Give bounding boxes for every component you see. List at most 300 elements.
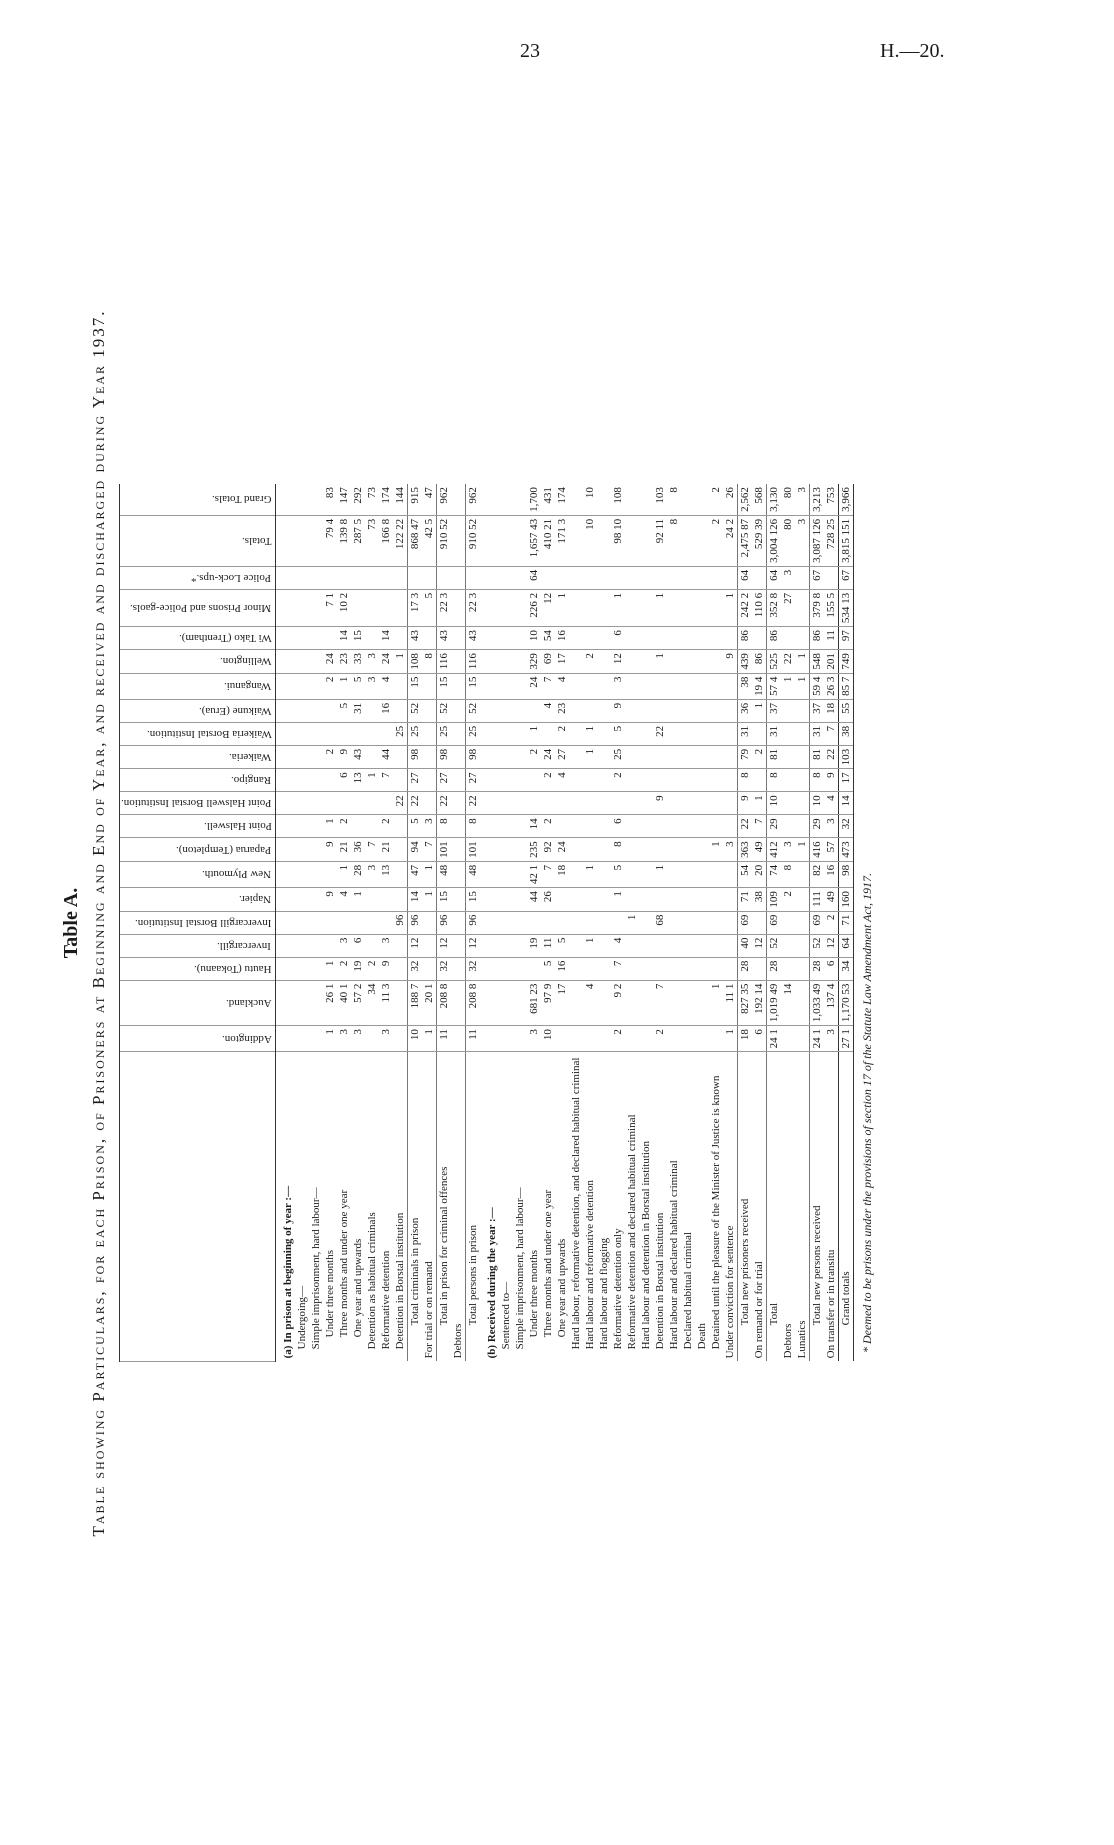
table-cell: [499, 861, 513, 887]
table-cell: 137 4: [824, 980, 839, 1026]
table-cell: [451, 484, 466, 515]
table-cell: 1: [709, 837, 723, 861]
table-cell: [295, 934, 309, 957]
table-cell: 915: [408, 484, 423, 515]
table-cell: 12: [466, 934, 481, 957]
column-header-label: Minor Prisons and Police-gaols.: [130, 601, 272, 614]
table-cell: 188 7: [408, 980, 423, 1026]
table-cell: 5: [351, 673, 365, 699]
table-cell: [625, 566, 639, 589]
table-cell: [309, 861, 323, 887]
table-cell: 42 5: [422, 515, 437, 566]
table-cell: [422, 699, 437, 722]
row-label: Debtors: [452, 1323, 465, 1358]
table-cell: 534 13: [839, 589, 854, 626]
table-cell: 108: [611, 484, 625, 515]
table-cell: [639, 673, 653, 699]
table-cell: 7: [365, 837, 379, 861]
row-label: Simple imprisonment, hard labour—: [514, 1186, 527, 1349]
table-body: [276, 484, 854, 1361]
table-cell: 1: [795, 673, 810, 699]
table-cell: 1: [653, 589, 667, 626]
table-cell: [295, 980, 309, 1026]
table-cell: [480, 515, 499, 566]
table-cell: 2: [541, 814, 555, 837]
footnote: * Deemed to be prisons under the provisions of section 17 of the Statute Law Amendment Act, 1917.: [860, 872, 875, 1353]
table-cell: 2: [365, 957, 379, 980]
table-cell: [667, 589, 681, 626]
table-cell: 3: [781, 837, 795, 861]
column-header: [120, 745, 276, 769]
table-cell: 36: [738, 699, 753, 722]
table-cell: [723, 722, 738, 745]
table-cell: 67: [839, 566, 854, 589]
table-cell: [639, 484, 653, 515]
table-cell: [276, 957, 296, 980]
table-cell: [597, 768, 611, 791]
table-cell: [309, 934, 323, 957]
table-cell: 71: [738, 887, 753, 911]
table-cell: [795, 1025, 810, 1051]
table-cell: 17 3: [408, 589, 423, 626]
table-cell: [499, 566, 513, 589]
table-row: [839, 484, 854, 1361]
table-cell: [723, 626, 738, 649]
table-cell: 1: [795, 649, 810, 673]
row-label: Reformative detention and declared habitual criminal: [626, 1113, 639, 1349]
table-cell: 379 8: [810, 589, 825, 626]
table-cell: 329: [527, 649, 541, 673]
column-header-label: Point Halswell.: [203, 819, 272, 832]
table-cell: [499, 649, 513, 673]
table-cell: 12: [611, 649, 625, 673]
table-cell: [393, 589, 408, 626]
table-cell: 98: [839, 861, 854, 887]
row-label: Reformative detention only: [612, 1227, 625, 1349]
column-header: [120, 837, 276, 861]
table-cell: [639, 911, 653, 934]
table-cell: 13: [379, 861, 393, 887]
table-cell: [451, 837, 466, 861]
table-cell: 144: [393, 484, 408, 515]
table-cell: [295, 566, 309, 589]
table-cell: 242 2: [738, 589, 753, 626]
table-cell: 473: [839, 837, 854, 861]
table-cell: [393, 699, 408, 722]
table-cell: [639, 837, 653, 861]
table-cell: [681, 768, 695, 791]
table-cell: 22: [408, 791, 423, 814]
table-cell: 59 4: [810, 673, 825, 699]
column-header-label: Point Halswell Borstal Institution.: [121, 796, 272, 809]
table-cell: [499, 722, 513, 745]
table-cell: 2: [555, 722, 569, 745]
table-cell: [639, 861, 653, 887]
table-cell: [555, 814, 569, 837]
table-cell: [667, 649, 681, 673]
table-cell: 1: [752, 791, 767, 814]
table-cell: [513, 957, 527, 980]
table-cell: [480, 957, 499, 980]
table-cell: [795, 589, 810, 626]
table-cell: [597, 649, 611, 673]
table-cell: [309, 911, 323, 934]
table-cell: 2: [337, 814, 351, 837]
table-cell: [723, 791, 738, 814]
table-cell: [583, 887, 597, 911]
table-cell: [709, 589, 723, 626]
column-header: [120, 934, 276, 957]
column-header: [120, 791, 276, 814]
table-cell: [393, 957, 408, 980]
table-cell: [597, 814, 611, 837]
table-cell: [480, 484, 499, 515]
table-row: [824, 484, 839, 1361]
table-cell: 49: [824, 887, 839, 911]
table-cell: 64: [738, 566, 753, 589]
row-label: Under three months: [528, 1249, 541, 1337]
table-cell: 10 2: [337, 589, 351, 626]
column-header-label: Addington.: [221, 1032, 272, 1045]
table-cell: 14: [379, 626, 393, 649]
table-cell: [276, 768, 296, 791]
table-cell: [681, 626, 695, 649]
table-cell: [781, 934, 795, 957]
table-cell: [513, 673, 527, 699]
table-cell: [365, 626, 379, 649]
table-cell: 28: [810, 957, 825, 980]
table-cell: 40: [738, 934, 753, 957]
table-cell: [639, 791, 653, 814]
row-label: Under three months: [324, 1249, 337, 1337]
table-cell: [681, 911, 695, 934]
table-cell: [597, 484, 611, 515]
table-cell: [625, 768, 639, 791]
table-cell: 101: [437, 837, 452, 861]
table-cell: [295, 957, 309, 980]
table-cell: [639, 934, 653, 957]
table-cell: 27: [437, 768, 452, 791]
table-cell: 2,475 87: [738, 515, 753, 566]
row-label: Total new persons received: [810, 1051, 825, 1361]
table-cell: 2: [583, 649, 597, 673]
table-cell: [451, 957, 466, 980]
column-header-label: Waikeria Borstal Institution.: [146, 727, 272, 740]
table-cell: 3: [337, 1025, 351, 1051]
table-row: [323, 484, 337, 1361]
table-cell: 9: [653, 791, 667, 814]
table-cell: [499, 1025, 513, 1051]
table-cell: 2: [337, 957, 351, 980]
column-header-label: Grand Totals.: [211, 493, 272, 505]
table-cell: 431: [541, 484, 555, 515]
table-cell: 43: [351, 745, 365, 769]
table-cell: 23: [555, 699, 569, 722]
row-label: Total: [767, 1051, 782, 1361]
table-cell: [365, 566, 379, 589]
table-cell: 98: [408, 745, 423, 769]
table-cell: [569, 980, 583, 1026]
table-cell: 5: [422, 589, 437, 626]
table-cell: [323, 566, 337, 589]
table-cell: 2: [709, 484, 723, 515]
table-cell: [781, 699, 795, 722]
table-cell: [499, 911, 513, 934]
table-cell: 7: [541, 861, 555, 887]
table-cell: [667, 814, 681, 837]
table-cell: 2: [379, 814, 393, 837]
table-cell: [795, 722, 810, 745]
table-cell: [480, 673, 499, 699]
table-row: [379, 484, 393, 1361]
table-cell: [611, 791, 625, 814]
row-label: (b) Received during the year :—: [486, 1206, 499, 1358]
table-cell: 208 8: [437, 980, 452, 1026]
table-cell: [625, 957, 639, 980]
table-cell: [422, 911, 437, 934]
table-cell: [709, 957, 723, 980]
table-cell: [513, 515, 527, 566]
table-cell: [569, 814, 583, 837]
row-label: Detention in Borstal institution: [654, 1212, 667, 1349]
table-cell: [569, 699, 583, 722]
column-header: [120, 722, 276, 745]
table-cell: [681, 484, 695, 515]
table-cell: 9 2: [611, 980, 625, 1026]
table-cell: 1: [752, 699, 767, 722]
table-cell: 43: [437, 626, 452, 649]
table-cell: [597, 791, 611, 814]
row-label: (a) In prison at beginning of year :—: [282, 1185, 295, 1358]
table-cell: [499, 957, 513, 980]
table-row: [527, 484, 541, 1361]
table-cell: [667, 957, 681, 980]
table-cell: 19: [351, 957, 365, 980]
label-column-header: [120, 1051, 276, 1361]
table-cell: [365, 745, 379, 769]
table-cell: 3: [611, 673, 625, 699]
table-cell: 27: [781, 589, 795, 626]
table-cell: 86: [810, 626, 825, 649]
table-row: [555, 484, 569, 1361]
table-cell: 24 1: [767, 1025, 782, 1051]
table-cell: [709, 791, 723, 814]
column-header-label: Waikune (Erua).: [198, 704, 272, 717]
table-cell: [499, 837, 513, 861]
table-cell: [709, 814, 723, 837]
table-cell: [723, 861, 738, 887]
table-cell: [795, 699, 810, 722]
table-cell: [309, 814, 323, 837]
table-cell: 3: [795, 484, 810, 515]
table-cell: [781, 768, 795, 791]
table-cell: [653, 626, 667, 649]
table-cell: [295, 861, 309, 887]
table-cell: [451, 589, 466, 626]
table-cell: 235: [527, 837, 541, 861]
table-cell: [795, 791, 810, 814]
row-label: Hard labour and detention in Borstal institution: [640, 1140, 653, 1349]
table-cell: 17: [839, 768, 854, 791]
table-cell: 16: [824, 861, 839, 887]
table-cell: [276, 861, 296, 887]
table-cell: 3: [379, 934, 393, 957]
table-cell: [653, 699, 667, 722]
table-cell: [480, 589, 499, 626]
table-cell: 10: [408, 1025, 423, 1051]
table-cell: 147: [337, 484, 351, 515]
table-cell: [295, 722, 309, 745]
table-cell: 3: [365, 649, 379, 673]
table-cell: 8: [667, 515, 681, 566]
table-cell: [667, 911, 681, 934]
table-cell: 1: [422, 887, 437, 911]
column-header: [120, 911, 276, 934]
table-cell: 3: [337, 934, 351, 957]
table-cell: 2: [541, 768, 555, 791]
table-cell: [569, 861, 583, 887]
row-label: Total criminals in prison: [408, 1051, 423, 1361]
table-cell: [597, 1025, 611, 1051]
table-cell: [639, 722, 653, 745]
table-cell: [337, 566, 351, 589]
table-cell: 3: [723, 837, 738, 861]
table-cell: [625, 837, 639, 861]
table-cell: [393, 814, 408, 837]
table-cell: 139 8: [337, 515, 351, 566]
table-cell: 160: [839, 887, 854, 911]
table-cell: 15: [466, 673, 481, 699]
table-cell: 83: [323, 484, 337, 515]
table-cell: 108: [408, 649, 423, 673]
table-cell: [295, 673, 309, 699]
table-cell: [681, 745, 695, 769]
table-cell: [653, 566, 667, 589]
table-cell: [295, 887, 309, 911]
table-cell: [276, 934, 296, 957]
table-cell: [393, 980, 408, 1026]
table-cell: 18: [824, 699, 839, 722]
table-cell: [393, 934, 408, 957]
table-cell: 14: [337, 626, 351, 649]
table-cell: 97: [839, 626, 854, 649]
table-cell: [597, 589, 611, 626]
table-cell: 1: [365, 768, 379, 791]
table-cell: [639, 745, 653, 769]
table-cell: [513, 887, 527, 911]
table-cell: [480, 814, 499, 837]
table-cell: 1: [337, 673, 351, 699]
table-cell: [695, 887, 709, 911]
table-cell: 101: [466, 837, 481, 861]
table-cell: 1: [323, 814, 337, 837]
column-header-label: Hautu (Tokaanu).: [193, 962, 272, 975]
table-cell: [451, 515, 466, 566]
table-cell: [451, 861, 466, 887]
table-cell: [752, 911, 767, 934]
table-cell: [667, 673, 681, 699]
table-cell: [723, 566, 738, 589]
table-cell: 174: [379, 484, 393, 515]
table-cell: 122 22: [393, 515, 408, 566]
table-cell: 7 1: [323, 589, 337, 626]
table-cell: [309, 673, 323, 699]
table-cell: 962: [466, 484, 481, 515]
table-cell: 25: [408, 722, 423, 745]
table-cell: [451, 626, 466, 649]
table-cell: 5: [541, 957, 555, 980]
table-cell: 32: [408, 957, 423, 980]
table-cell: 962: [437, 484, 452, 515]
table-cell: 24: [541, 745, 555, 769]
table-cell: 1: [723, 589, 738, 626]
row-label: Hard labour and flogging: [598, 1237, 611, 1349]
table-cell: 12: [437, 934, 452, 957]
table-cell: [625, 791, 639, 814]
table-cell: [695, 589, 709, 626]
table-cell: 80: [781, 515, 795, 566]
table-cell: 1: [583, 745, 597, 769]
table-cell: 9: [723, 649, 738, 673]
row-label: Total in prison for criminal offences: [437, 1051, 452, 1361]
table-cell: [695, 861, 709, 887]
table-cell: [569, 673, 583, 699]
table-cell: 3,213: [810, 484, 825, 515]
table-cell: 47: [408, 861, 423, 887]
table-cell: [365, 791, 379, 814]
table-cell: [695, 911, 709, 934]
table-cell: [451, 887, 466, 911]
table-cell: 81: [767, 745, 782, 769]
table-cell: 1: [781, 673, 795, 699]
table-cell: 32: [437, 957, 452, 980]
table-cell: 5: [408, 814, 423, 837]
table-cell: 2: [653, 1025, 667, 1051]
table-cell: [422, 673, 437, 699]
table-cell: 20: [752, 861, 767, 887]
table-header: [120, 484, 276, 1361]
table-row: [583, 484, 597, 1361]
table-cell: 6: [752, 1025, 767, 1051]
table-cell: [499, 791, 513, 814]
table-cell: [276, 887, 296, 911]
table-cell: [723, 768, 738, 791]
row-label: For trial or on remand: [423, 1260, 436, 1358]
table-cell: [379, 589, 393, 626]
table-subtitle: Table showing Particulars, for each Prison, of Prisoners at Beginning and End of Year, and received and discharged during Year 1937.: [89, 308, 108, 1537]
table-cell: [295, 649, 309, 673]
table-cell: [276, 814, 296, 837]
table-cell: [597, 566, 611, 589]
table-cell: 1: [337, 861, 351, 887]
table-cell: [393, 887, 408, 911]
page-number: 23: [520, 40, 540, 62]
table-cell: [337, 722, 351, 745]
table-cell: 15: [351, 626, 365, 649]
table-cell: [437, 566, 452, 589]
table-cell: [393, 626, 408, 649]
table-cell: 352 8: [767, 589, 782, 626]
table-cell: [555, 566, 569, 589]
table-cell: [451, 649, 466, 673]
table-cell: [639, 814, 653, 837]
table-cell: 19: [527, 934, 541, 957]
table-cell: 1: [625, 911, 639, 934]
table-cell: [513, 1025, 527, 1051]
table-cell: [781, 722, 795, 745]
table-cell: [276, 1025, 296, 1051]
table-cell: 728 25: [824, 515, 839, 566]
